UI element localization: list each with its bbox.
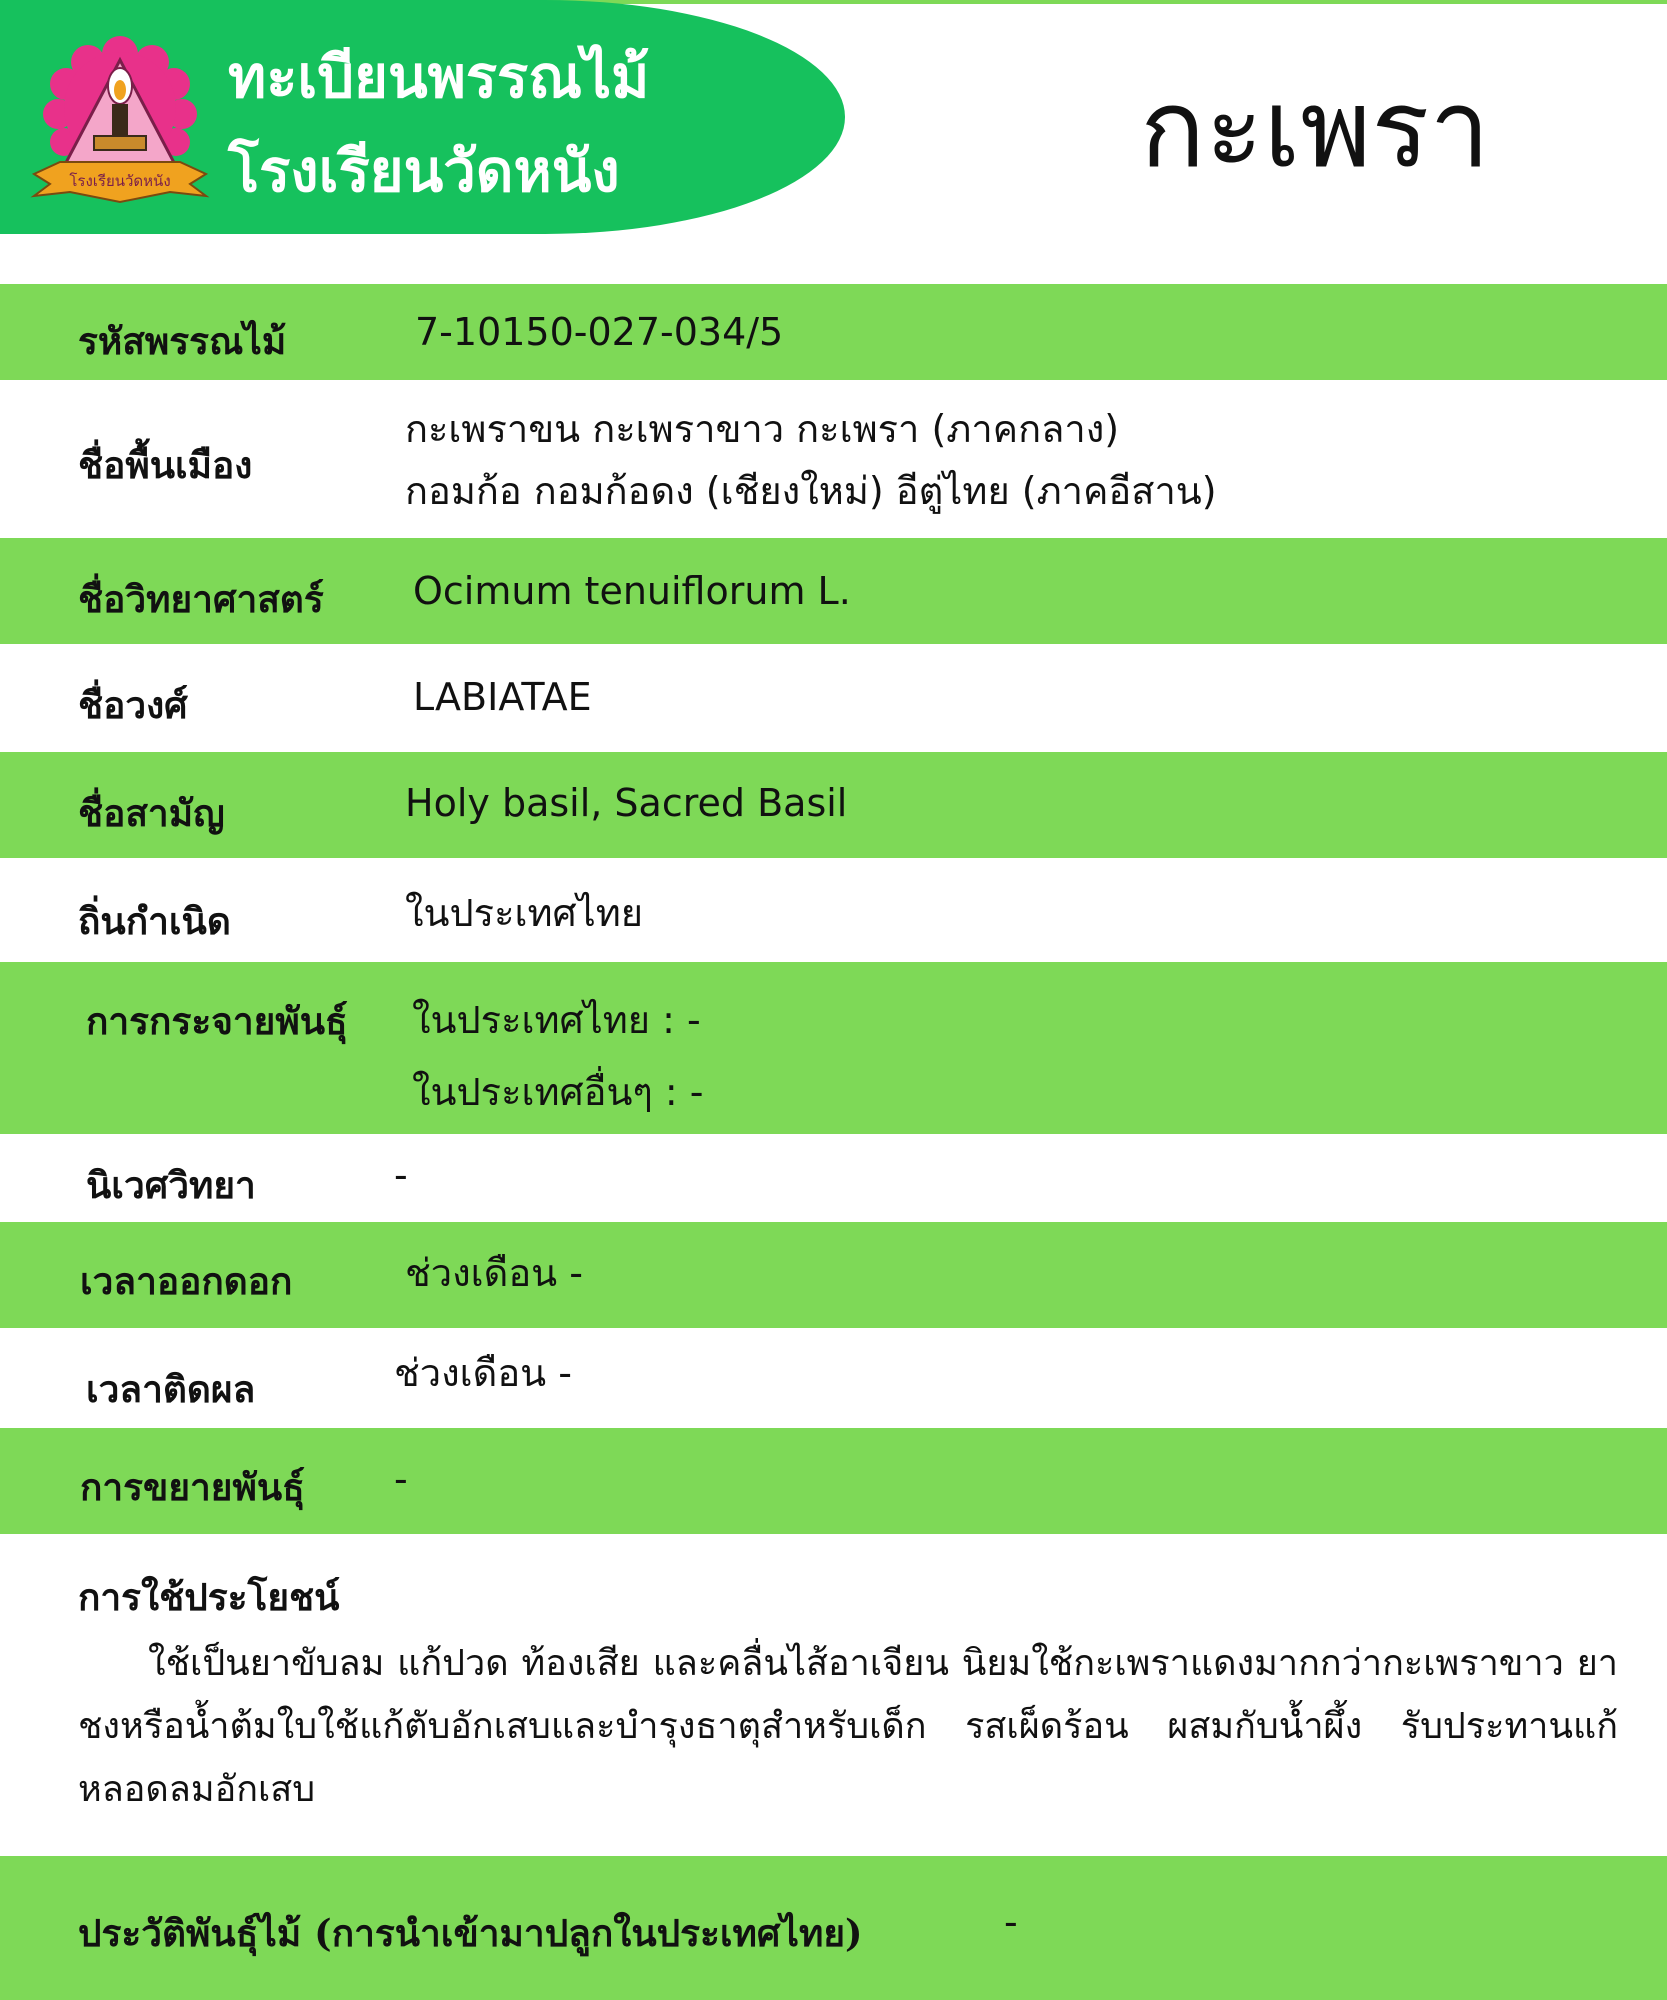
value-plant-code: 7-10150-027-034/5 bbox=[415, 310, 784, 354]
label-history: ประวัติพันธุ์ไม้ (การนำเข้ามาปลูกในประเทศไทย) bbox=[78, 1911, 863, 1955]
registry-title-line1: ทะเบียนพรรณไม้ bbox=[228, 43, 650, 111]
row-fruiting bbox=[0, 1328, 1667, 1428]
value-family: LABIATAE bbox=[413, 675, 592, 719]
label-origin: ถิ่นกำเนิด bbox=[78, 899, 231, 943]
label-flowering: เวลาออกดอก bbox=[80, 1259, 293, 1303]
value-common-name: Holy basil, Sacred Basil bbox=[405, 781, 848, 825]
value-history: - bbox=[1004, 1900, 1018, 1944]
label-local-name: ชื่อพื้นเมือง bbox=[78, 443, 253, 487]
school-logo-icon bbox=[30, 24, 210, 212]
label-family: ชื่อวงศ์ bbox=[78, 683, 188, 727]
value-distribution-line2: ในประเทศอื่นๆ : - bbox=[412, 1070, 704, 1114]
row-scientific-name bbox=[0, 538, 1667, 644]
logo-ribbon-text: โรงเรียนวัดหนัง bbox=[69, 172, 171, 190]
header bbox=[0, 0, 1667, 280]
plant-name-heading: กะเพรา bbox=[1139, 67, 1491, 192]
value-flowering: ช่วงเดือน - bbox=[405, 1251, 583, 1295]
label-benefits: การใช้ประโยชน์ bbox=[78, 1575, 340, 1619]
row-propagation bbox=[0, 1428, 1667, 1534]
value-local-name bbox=[405, 398, 1217, 522]
info-table bbox=[0, 284, 1667, 1534]
label-fruiting: เวลาติดผล bbox=[86, 1367, 256, 1411]
benefits-text: ใช้เป็นยาขับลม แก้ปวด ท้องเสีย และคลื่นไส้อาเจียน นิยมใช้กะเพราแดงมากกว่ากะเพราขาว ยาชงหรือน้ำต้มใบใช้แก้ตับอักเสบและบำรุงธาตุสำหรับเด็ก รสเผ็ดร้อน ผสมกับน้ำผึ้ง รับประทานแก้หลอดลมอักเสบ bbox=[78, 1643, 1618, 1810]
value-propagation: - bbox=[394, 1457, 408, 1501]
row-origin bbox=[0, 858, 1667, 962]
value-fruiting: ช่วงเดือน - bbox=[394, 1351, 572, 1395]
value-ecology: - bbox=[394, 1153, 408, 1197]
value-local-name-line1: กะเพราขน กะเพราขาว กะเพรา (ภาคกลาง) bbox=[405, 407, 1120, 451]
value-scientific-name: Ocimum tenuiflorum L. bbox=[413, 569, 851, 613]
label-propagation: การขยายพันธุ์ bbox=[80, 1465, 305, 1509]
row-common-name bbox=[0, 752, 1667, 858]
benefits-section bbox=[0, 1540, 1667, 1852]
label-plant-code: รหัสพรรณไม้ bbox=[78, 319, 287, 363]
label-distribution: การกระจายพันธุ์ bbox=[86, 999, 348, 1043]
label-common-name: ชื่อสามัญ bbox=[78, 791, 225, 835]
row-plant-code bbox=[0, 284, 1667, 380]
label-scientific-name: ชื่อวิทยาศาสตร์ bbox=[78, 577, 324, 621]
label-ecology: นิเวศวิทยา bbox=[86, 1163, 256, 1207]
row-local-name bbox=[0, 380, 1667, 538]
value-distribution-line1: ในประเทศไทย : - bbox=[412, 998, 701, 1042]
value-origin: ในประเทศไทย bbox=[405, 891, 644, 935]
row-distribution bbox=[0, 962, 1667, 1134]
row-flowering bbox=[0, 1222, 1667, 1328]
row-ecology bbox=[0, 1134, 1667, 1222]
history-section bbox=[0, 1856, 1667, 2000]
registry-title bbox=[228, 30, 788, 218]
row-family bbox=[0, 644, 1667, 752]
value-distribution bbox=[412, 984, 704, 1128]
value-local-name-line2: กอมก้อ กอมก้อดง (เชียงใหม่) อีตู่ไทย (ภาคอีสาน) bbox=[405, 469, 1217, 513]
registry-title-line2: โรงเรียนวัดหนัง bbox=[228, 137, 620, 205]
